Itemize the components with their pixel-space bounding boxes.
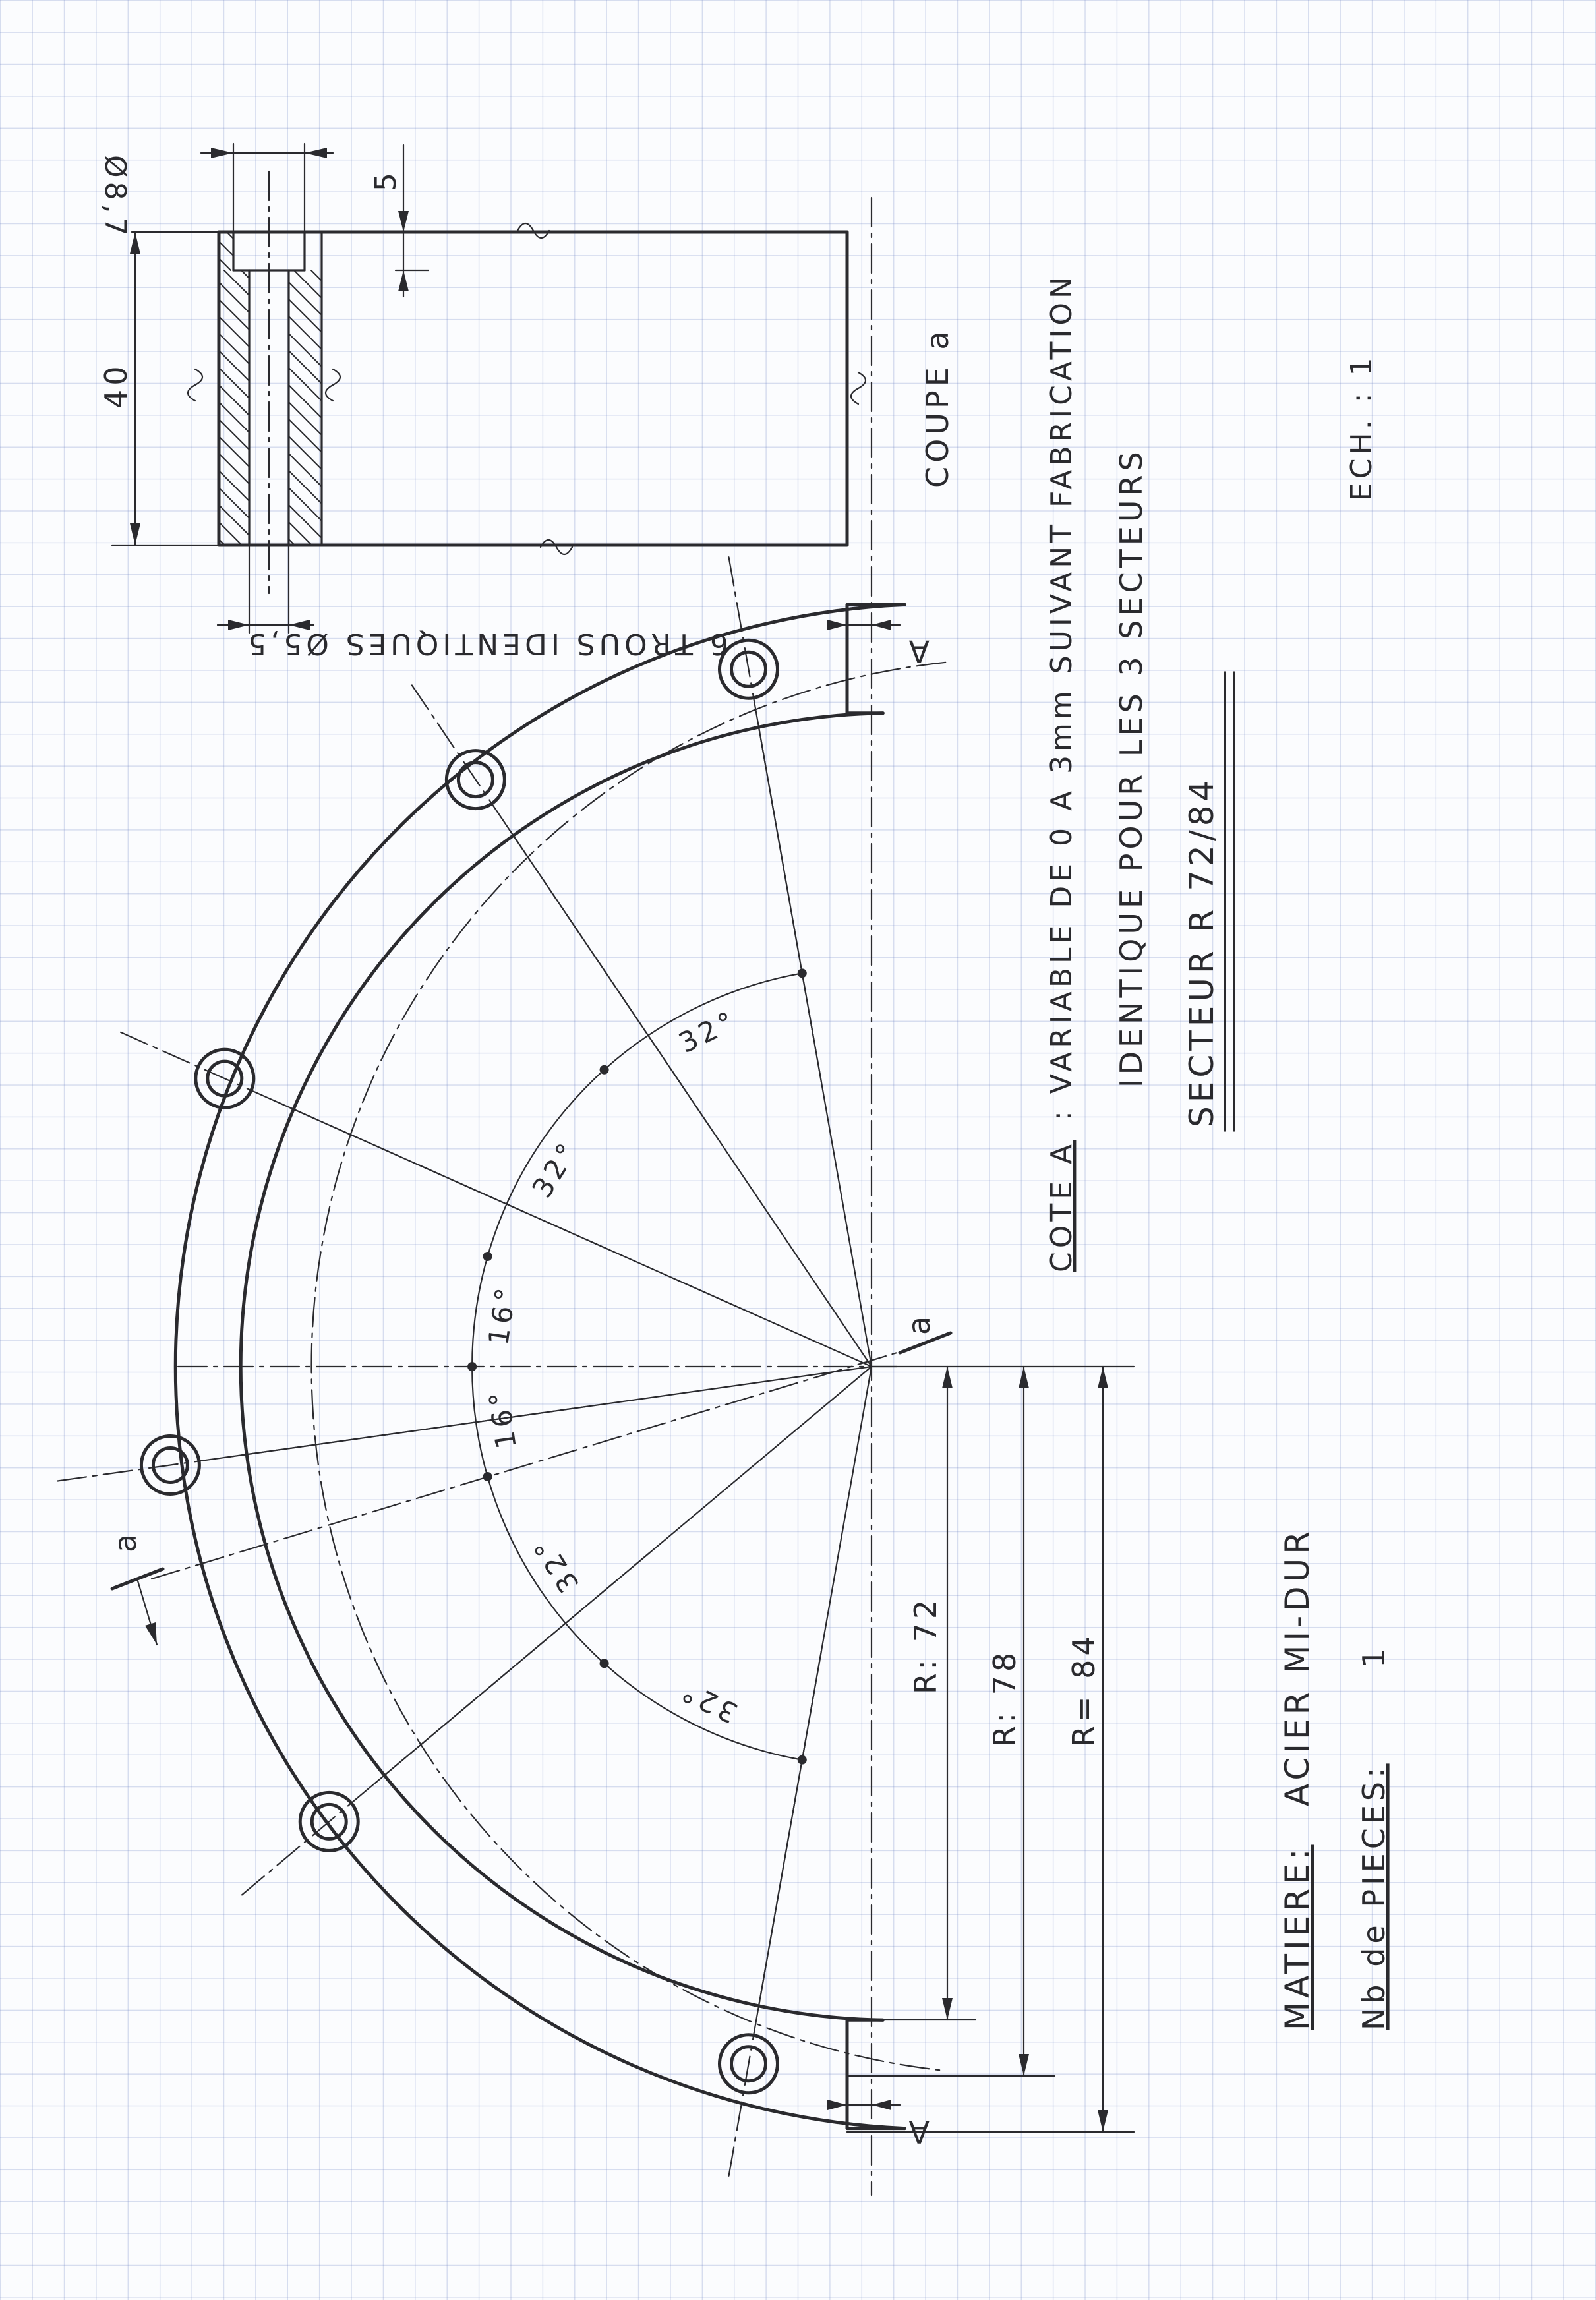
- cut-marker-right: [900, 1333, 951, 1353]
- hatch-line: [219, 522, 242, 545]
- angle-label: 32°: [673, 1003, 743, 1060]
- break-mark-inner: [326, 369, 340, 401]
- hatch-line: [289, 351, 322, 384]
- pieces-label: Nb de PIECES:: [1356, 1763, 1392, 2030]
- hatch-line: [289, 471, 322, 504]
- cut-label-left: a: [107, 1529, 143, 1552]
- hatch-line: [219, 505, 249, 535]
- hatch-line: [289, 385, 322, 418]
- dim-counterbore-depth-label: 5: [369, 169, 403, 191]
- hatch-line: [219, 454, 249, 484]
- cut-markers: [112, 1333, 951, 1645]
- angle-dim-tick: [798, 1755, 807, 1765]
- radius-label-84: R= 84: [1066, 1632, 1102, 1747]
- angle-label: 16°: [482, 1386, 523, 1451]
- hatch-line: [289, 282, 322, 315]
- identique-note: IDENTIQUE POUR LES 3 SECTEURS: [1113, 448, 1149, 1088]
- hatch-line: [241, 270, 249, 278]
- hatch-line: [219, 241, 233, 256]
- hatch-line: [289, 334, 322, 367]
- hatch-line: [219, 334, 249, 364]
- cote-label: COTE A: [1045, 1140, 1079, 1272]
- hatch-line: [289, 505, 322, 538]
- matiere-value: ACIER MI-DUR: [1278, 1527, 1316, 1806]
- dim-A-bottom-label: A: [904, 2114, 930, 2150]
- radial-line: [371, 1367, 872, 1786]
- radial-line: [224, 1367, 872, 1458]
- hatch-line: [289, 402, 322, 435]
- radius-label-72: R: 72: [908, 1595, 943, 1694]
- hatch-line: [289, 316, 322, 349]
- angle-dim-tick: [467, 1362, 477, 1371]
- radius-label-78: R: 78: [987, 1648, 1022, 1747]
- hatch-line: [311, 270, 322, 281]
- radial-line: [758, 723, 872, 1367]
- hatch-line: [219, 488, 249, 518]
- section-outline: [219, 232, 847, 545]
- hatch-line: [289, 419, 322, 452]
- secteur-note: SECTEUR R 72/84: [1183, 776, 1221, 1127]
- cote-text: : VARIABLE DE 0 A 3mm SUIVANT FABRICATION: [1045, 273, 1079, 1121]
- hatch-line: [289, 454, 322, 487]
- angle-dim-tick: [483, 1472, 492, 1481]
- hatch-line: [219, 316, 249, 347]
- pieces-value: 1: [1356, 1644, 1392, 1668]
- matiere-label: MATIERE:: [1278, 1844, 1316, 2030]
- break-mark-bottom: [541, 540, 572, 554]
- angle-dim-tick: [483, 1252, 492, 1261]
- hatch-line: [289, 368, 322, 401]
- angle-dim-tick: [798, 968, 807, 978]
- hatch-line: [219, 402, 249, 432]
- hatch-line: [289, 522, 312, 545]
- hatch-line: [289, 488, 322, 521]
- hatch-line: [219, 436, 249, 467]
- hatch-line: [289, 436, 322, 469]
- section-title: COUPE a: [920, 327, 955, 488]
- angle-label: 32°: [525, 1135, 585, 1204]
- angle-dim-tick: [600, 1065, 609, 1075]
- break-mark-left: [188, 369, 202, 401]
- holes-note: 6 TROUS IDENTIQUES Ø5,5: [244, 627, 728, 661]
- cut-label-right: a: [901, 1312, 937, 1335]
- radius-dimensions: [847, 1367, 1134, 2132]
- angle-label: 32°: [525, 1529, 585, 1599]
- plan-view: [57, 557, 945, 2175]
- section-hatching: [219, 232, 322, 545]
- section-view: [112, 144, 900, 2195]
- hatch-line: [294, 270, 322, 298]
- hatch-line: [219, 258, 231, 270]
- hatch-line: [219, 351, 249, 381]
- echelle-note: ECH. : 1: [1345, 353, 1378, 501]
- dim-counterbore-dia-label: Ø8,7: [98, 155, 132, 240]
- hatch-line: [219, 419, 249, 450]
- dim-A-top-label: A: [904, 634, 930, 669]
- angle-dim-tick: [600, 1659, 609, 1668]
- break-mark-right: [851, 372, 866, 404]
- angle-label: 32°: [673, 1673, 743, 1730]
- hatch-line: [219, 299, 249, 330]
- dim-height-label: 40: [98, 362, 134, 409]
- hatch-line: [219, 282, 249, 312]
- angle-label: 16°: [482, 1282, 523, 1347]
- hatch-line: [219, 368, 249, 398]
- radial-line: [758, 1367, 872, 2010]
- hatch-line: [289, 299, 322, 332]
- hatch-line: [219, 385, 249, 415]
- hatch-line: [219, 471, 249, 501]
